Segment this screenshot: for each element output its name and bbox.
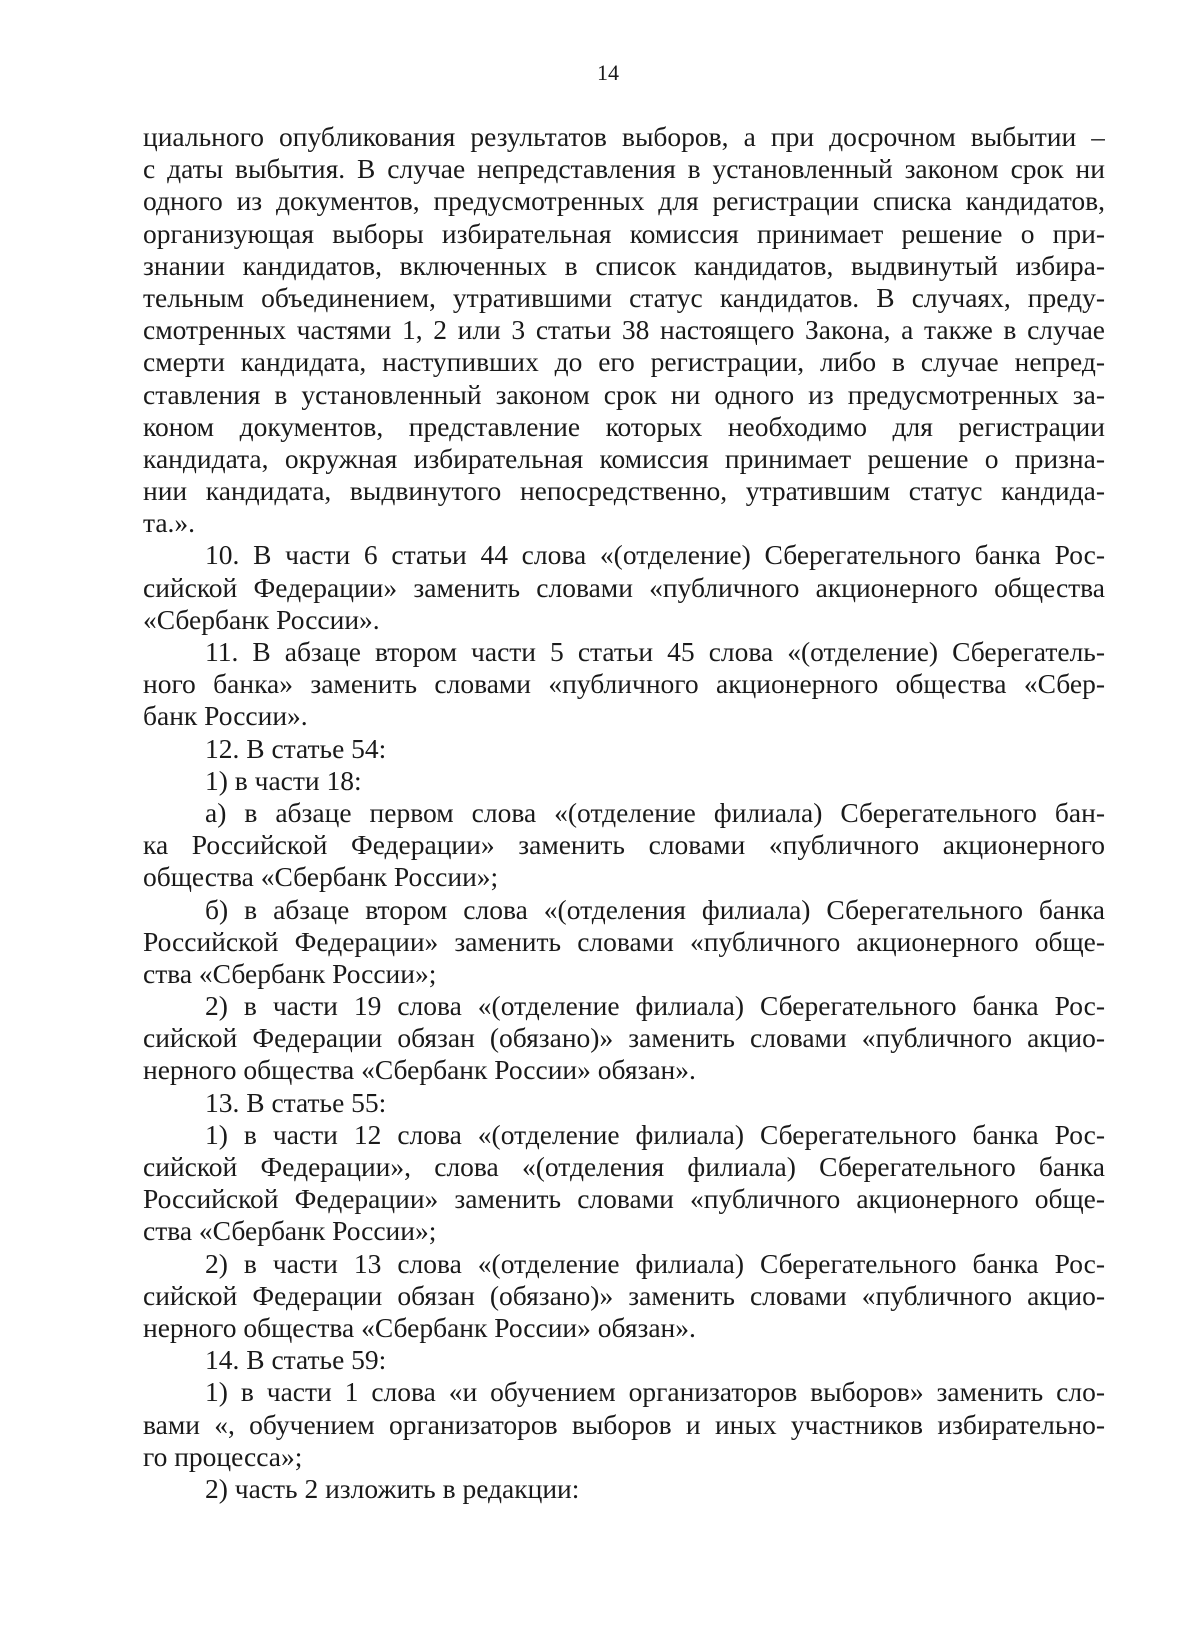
- text-line: банк России».: [143, 700, 308, 732]
- text-line: ка Российской Федерации» заменить словами «публичного акционерного: [143, 829, 1105, 861]
- text-line: Российской Федерации» заменить словами «публичного акционерного обще-: [143, 1183, 1105, 1215]
- text-line: 1) в части 12 слова «(отделение филиала) Сберегательного банка Рос-: [205, 1118, 1105, 1150]
- text-line: одного из документов, предусмотренных для регистрации списка кандидатов,: [143, 185, 1105, 217]
- text-line: та.».: [143, 507, 196, 539]
- text-line: смотренных частями 1, 2 или 3 статьи 38 настоящего Закона, а также в случае: [143, 314, 1105, 346]
- text-line: 2) часть 2 изложить в редакции:: [205, 1472, 580, 1504]
- text-line: коном документов, представление которых необходимо для регистрации: [143, 410, 1105, 442]
- text-line: 13. В статье 55:: [205, 1086, 387, 1118]
- text-line: нерного общества «Сбербанк России» обязан».: [143, 1054, 696, 1086]
- text-line: 1) в части 18:: [205, 764, 362, 796]
- text-line: знании кандидатов, включенных в список кандидатов, выдвинутый избира-: [143, 249, 1105, 281]
- text-line: сийской Федерации обязан (обязано)» заменить словами «публичного акцио-: [143, 1279, 1105, 1311]
- text-line: ного банка» заменить словами «публичного акционерного общества «Сбер-: [143, 668, 1105, 700]
- text-line: общества «Сбербанк России»;: [143, 861, 499, 893]
- text-line: 11. В абзаце втором части 5 статьи 45 слова «(отделение) Сберегатель-: [205, 636, 1105, 667]
- text-line: сийской Федерации» заменить словами «публичного акционерного общества: [143, 571, 1105, 603]
- text-line: циального опубликования результатов выборов, а при досрочном выбытии –: [143, 121, 1105, 152]
- text-line: Российской Федерации» заменить словами «публичного акционерного обще-: [143, 925, 1105, 957]
- text-line: ставления в установленный законом срок ни одного из предусмотренных за-: [143, 378, 1105, 410]
- text-line: нерного общества «Сбербанк России» обязан».: [143, 1311, 696, 1343]
- text-line: с даты выбытия. В случае непредставления в установленный законом срок ни: [143, 153, 1105, 185]
- document-body: [143, 121, 1105, 1505]
- text-line: 2) в части 13 слова «(отделение филиала) Сберегательного банка Рос-: [205, 1247, 1105, 1279]
- text-line: нии кандидата, выдвинутого непосредственно, утратившим статус кандида-: [143, 475, 1105, 507]
- text-line: 14. В статье 59:: [205, 1344, 387, 1376]
- text-line: 12. В статье 54:: [205, 732, 387, 764]
- text-line: 1) в части 1 слова «и обучением организаторов выборов» заменить сло-: [205, 1376, 1105, 1408]
- text-line: «Сбербанк России».: [143, 603, 380, 635]
- text-line: вами «, обучением организаторов выборов и иных участников избирательно-: [143, 1408, 1105, 1440]
- page-number: 14: [597, 60, 619, 85]
- text-line: го процесса»;: [143, 1440, 303, 1472]
- text-line: ства «Сбербанк России»;: [143, 1215, 437, 1247]
- text-line: 2) в части 19 слова «(отделение филиала) Сберегательного банка Рос-: [205, 990, 1105, 1022]
- text-line: смерти кандидата, наступивших до его регистрации, либо в случае непред-: [143, 346, 1105, 378]
- text-line: кандидата, окружная избирательная комиссия принимает решение о призна-: [143, 442, 1105, 474]
- text-line: сийской Федерации», слова «(отделения филиала) Сберегательного банка: [143, 1151, 1105, 1182]
- text-line: а) в абзаце первом слова «(отделение филиала) Сберегательного бан-: [205, 796, 1105, 828]
- text-line: тельным объединением, утратившими статус кандидатов. В случаях, преду-: [143, 281, 1105, 313]
- text-line: организующая выборы избирательная комиссия принимает решение о при-: [143, 217, 1105, 249]
- text-line: б) в абзаце втором слова «(отделения филиала) Сберегательного банка: [205, 893, 1105, 925]
- text-line: сийской Федерации обязан (обязано)» заменить словами «публичного акцио-: [143, 1022, 1105, 1054]
- text-line: ства «Сбербанк России»;: [143, 957, 437, 989]
- text-line: 10. В части 6 статьи 44 слова «(отделение) Сберегательного банка Рос-: [205, 539, 1105, 571]
